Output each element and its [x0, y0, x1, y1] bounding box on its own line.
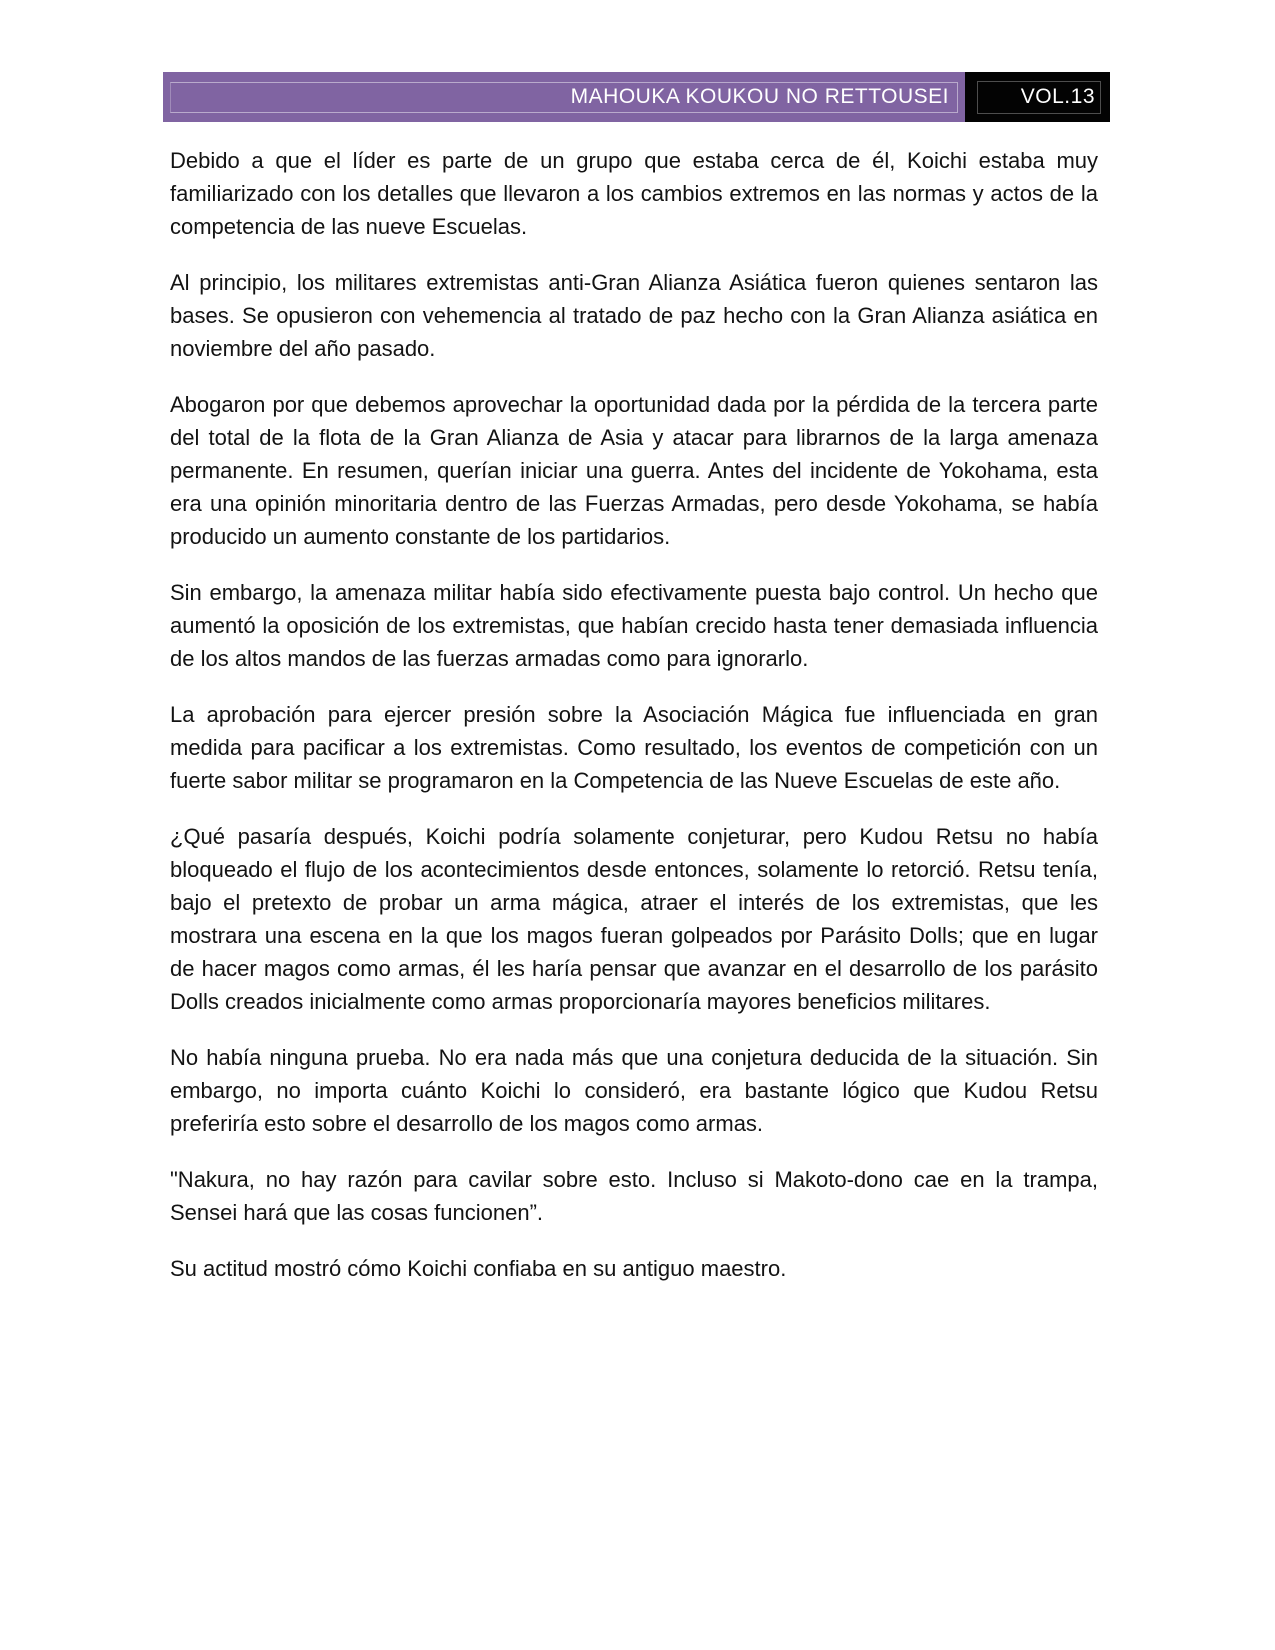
- paragraph: "Nakura, no hay razón para cavilar sobre esto. Incluso si Makoto-dono cae en la trampa, Sensei hará que las cosas funcionen”.: [170, 1167, 1098, 1225]
- paragraph: Su actitud mostró cómo Koichi confiaba en su antiguo maestro.: [170, 1256, 787, 1281]
- paragraph: No había ninguna prueba. No era nada más que una conjetura deducida de la situación. Sin embargo, no importa cuánto Koichi lo consideró, era bastante lógico que Kudou Retsu preferiría esto sobre el desarrollo de los magos como armas.: [170, 1045, 1098, 1136]
- header-title-cell: [163, 72, 965, 122]
- book-title: MAHOUKA KOUKOU NO RETTOUSEI: [570, 85, 949, 108]
- paragraph: ¿Qué pasaría después, Koichi podría solamente conjeturar, pero Kudou Retsu no había bloqueado el flujo de los acontecimientos desde entonces, solamente lo retorció. Retsu tenía, bajo el pretexto de probar un arma mágica, atraer el interés de los extremistas, que les mostrara una escena en la que los magos fueran golpeados por Parásito Dolls; que en lugar de hacer magos como armas, él les haría pensar que avanzar en el desarrollo de los parásito Dolls creados inicialmente como armas proporcionaría mayores beneficios militares.: [170, 824, 1098, 1014]
- volume-badge: [965, 72, 1110, 122]
- paragraph: Sin embargo, la amenaza militar había sido efectivamente puesta bajo control. Un hecho que aumentó la oposición de los extremistas, que habían crecido hasta tener demasiada influencia de los altos mandos de las fuerzas armadas como para ignorarlo.: [170, 580, 1098, 671]
- paragraph: Debido a que el líder es parte de un grupo que estaba cerca de él, Koichi estaba muy familiarizado con los detalles que llevaron a los cambios extremos en las normas y actos de la competencia de las nueve Escuelas.: [170, 148, 1098, 239]
- paragraph: Al principio, los militares extremistas anti-Gran Alianza Asiática fueron quienes sentaron las bases. Se opusieron con vehemencia al tratado de paz hecho con la Gran Alianza asiática en noviembre del año pasado.: [170, 270, 1098, 361]
- paragraph: Abogaron por que debemos aprovechar la oportunidad dada por la pérdida de la tercera parte del total de la flota de la Gran Alianza de Asia y atacar para librarnos de la larga amenaza permanente. En resumen, querían iniciar una guerra. Antes del incidente de Yokohama, esta era una opinión minoritaria dentro de las Fuerzas Armadas, pero desde Yokohama, se había producido un aumento constante de los partidarios.: [170, 392, 1098, 549]
- paragraph: La aprobación para ejercer presión sobre la Asociación Mágica fue influenciada en gran medida para pacificar a los extremistas. Como resultado, los eventos de competición con un fuerte sabor militar se programaron en la Competencia de las Nueve Escuelas de este año.: [170, 702, 1098, 793]
- page-header: [163, 72, 1110, 122]
- body-text: [170, 144, 1098, 1285]
- volume-label: VOL.13: [1020, 85, 1095, 108]
